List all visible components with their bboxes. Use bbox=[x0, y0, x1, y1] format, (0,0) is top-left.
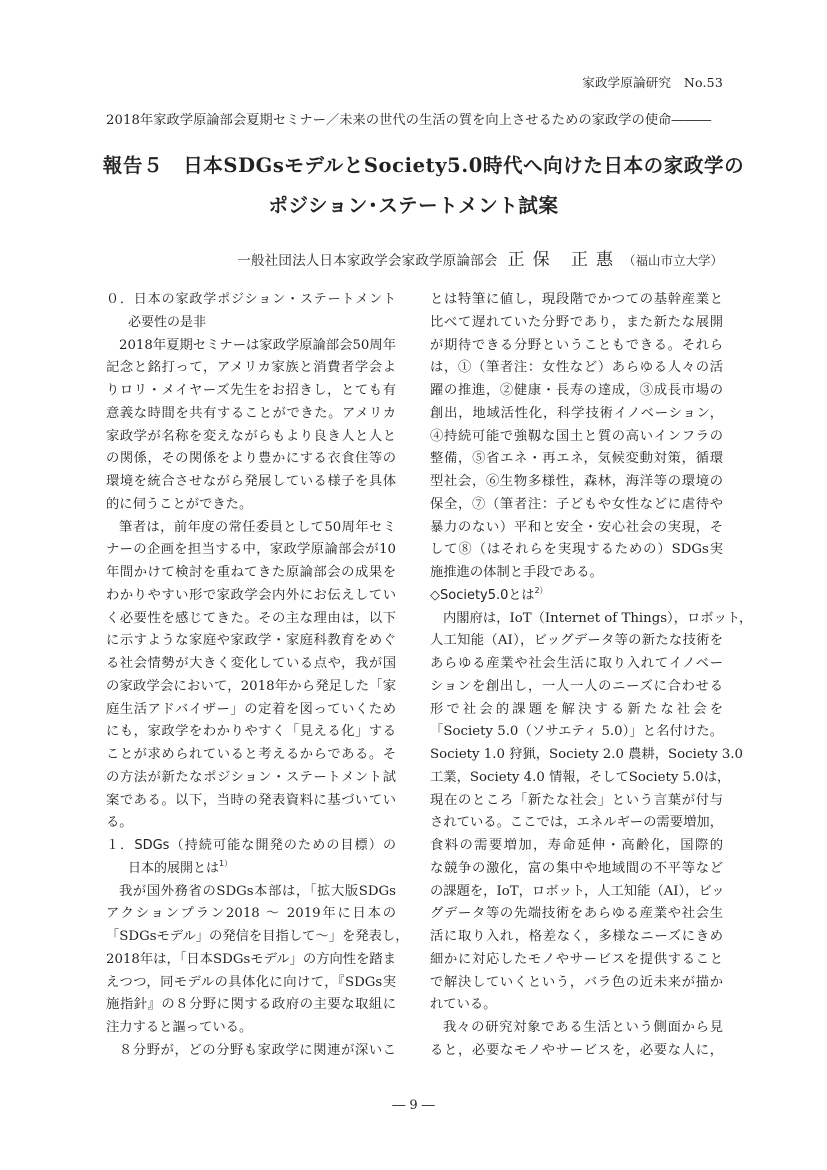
text-line: 暴力のない）平和と安全・安心社会の実現，そ bbox=[430, 519, 723, 535]
text-line: にも，家政学をわかりやすく「見える化」する bbox=[106, 724, 396, 740]
text-line: の家政学会において，2018年から発足した「家 bbox=[106, 678, 396, 694]
report-title-line-2: ポジション･ステートメント試案 bbox=[268, 194, 559, 217]
section-0-heading: ０．日本の家政学ポジション・ステートメント bbox=[106, 292, 396, 307]
footnote-ref-2: 2） bbox=[534, 585, 548, 595]
paragraph-1 bbox=[106, 335, 396, 517]
author-affiliation: （福山市立大学） bbox=[622, 253, 723, 268]
text-line: 形で社会的課題を解決する新たな社会を bbox=[430, 701, 723, 717]
text-line: 保全，⑦（筆者注：子どもや女性などに虐待や bbox=[430, 496, 723, 512]
text-line: 注力すると謳っている。 bbox=[106, 1020, 253, 1035]
text-line: 人工知能（AI），ビッグデータ等の新たな技術を bbox=[430, 633, 723, 649]
paragraph-4-continued bbox=[430, 289, 723, 585]
text-line: で解決していくという，バラ色の近未来が描か bbox=[430, 974, 723, 990]
paragraph-3 bbox=[106, 881, 409, 1040]
text-line: 案である。以下，当時の発表資料に基づいてい bbox=[106, 792, 396, 808]
text-line: 我々の研究対象である生活という側面から見 bbox=[443, 1020, 723, 1035]
text-line: 整備，⑤省エネ・再エネ，気候変動対策，循環 bbox=[430, 451, 723, 467]
text-line: る社会情勢が大きく変化している点や，我が国 bbox=[106, 656, 396, 671]
text-line: 家政学が名称を変えながらもより良き人と人と bbox=[106, 428, 396, 444]
author-line bbox=[237, 245, 723, 270]
text-line: の課題を，IoT，ロボット，人工知能（AI），ビッ bbox=[430, 883, 725, 899]
text-line: ８分野が，どの分野も家政学に関連が深いこ bbox=[119, 1042, 396, 1058]
text-line: Society 1.0 狩猟，Society 2.0 農耕，Society 3.0 bbox=[430, 747, 743, 762]
text-line: ことが求められていると考えるからである。そ bbox=[106, 747, 396, 762]
text-line: 「SDGsモデル」の発信を目指して～」を発表し， bbox=[106, 929, 409, 944]
section-1-heading: １．SDGs（持続可能な開発のための目標）の bbox=[106, 838, 396, 853]
text-line: ると，必要なモノやサービスを，必要な人に， bbox=[430, 1042, 723, 1058]
text-line: 施推進の体制と手段である。 bbox=[430, 565, 603, 580]
section-1-heading-text: 日本的展開とは bbox=[128, 860, 220, 876]
text-line: アクションプラン2018 ～ 2019年に日本の bbox=[106, 906, 396, 922]
text-line: 型社会，⑥生物多様性，森林，海洋等の環境の bbox=[430, 474, 723, 489]
text-line: 意義な時間を共有することができた。アメリカ bbox=[106, 405, 396, 421]
text-line: 比べて遅れていた分野であり，また新たな展開 bbox=[430, 314, 723, 330]
paragraph-2 bbox=[106, 517, 396, 836]
text-line: ナーの企画を担当する中，家政学原論部会が10 bbox=[106, 542, 396, 558]
text-line: 創出，地域活性化，科学技術イノベーション， bbox=[430, 405, 723, 421]
paragraph-6 bbox=[430, 1017, 723, 1063]
text-line: 内閣府は，IoT（Internet of Things），ロボット， bbox=[443, 610, 753, 626]
text-line: えつつ，同モデルの具体化に向けて，『SDGs実 bbox=[106, 974, 396, 990]
section-1-heading-cont bbox=[106, 858, 396, 881]
text-line: 的に伺うことができた。 bbox=[106, 496, 253, 512]
text-line: 現在のところ「新たな社会」という言葉が付与 bbox=[430, 792, 723, 808]
author-organization: 一般社団法人日本家政学会家政学原論部会 bbox=[237, 253, 498, 269]
text-line: して⑧（はそれらを実現するための）SDGs実 bbox=[430, 542, 723, 558]
text-line: 活に取り入れ，格差なく，多様なニーズにきめ bbox=[430, 929, 723, 944]
text-line: ④持続可能で強靱な国土と質の高いインフラの bbox=[430, 428, 723, 444]
text-line: 細かに対応したモノやサービスを提供すること bbox=[430, 951, 723, 967]
text-line: とは特筆に値し，現段階でかつての基幹産業と bbox=[430, 292, 723, 307]
text-line: 記念と銘打って，アメリカ家族と消費者学会よ bbox=[106, 360, 396, 376]
footnote-ref-1: 1） bbox=[219, 858, 233, 868]
society5-heading bbox=[430, 585, 723, 608]
right-column bbox=[430, 289, 753, 1063]
text-line: 環境を統合させながら発展している様子を具体 bbox=[106, 474, 396, 489]
text-line: わかりやすい形で家政学会内外にお伝えしてい bbox=[106, 587, 396, 603]
section-0-heading-cont: 必要性の是非 bbox=[128, 314, 207, 330]
text-line: 庭生活アドバイザー」の定着を図っていくため bbox=[106, 701, 396, 717]
text-line: 筆者は，前年度の常任委員として50周年セミ bbox=[119, 519, 396, 535]
seminar-series-header: 2018年家政学原論部会夏期セミナー／未来の世代の生活の質を向上させるための家政学の使命――― bbox=[106, 113, 712, 128]
text-line: く必要性を感じてきた。その主な理由は，以下 bbox=[106, 610, 396, 626]
text-line: る。 bbox=[106, 815, 133, 831]
text-line: あらゆる産業や社会生活に取り入れてイノベー bbox=[430, 656, 723, 671]
text-line: な競争の激化，富の集中や地域間の不平等など bbox=[430, 860, 723, 876]
text-line: 躍の推進，②健康・長寿の達成，③成長市場の bbox=[430, 383, 723, 398]
text-line: は，①（筆者注：女性など）あらゆる人々の活 bbox=[430, 360, 723, 376]
left-column bbox=[106, 289, 409, 1063]
report-title-line-1: 報告５ 日本SDGsモデルとSociety5.0時代へ向けた日本の家政学の bbox=[102, 154, 745, 177]
text-line: 食料の需要増加，寿命延伸・高齢化，国際的 bbox=[430, 838, 723, 853]
paragraph-5 bbox=[430, 608, 753, 1018]
text-line: の方法が新たなポジション・ステートメント試 bbox=[106, 769, 396, 785]
society5-heading-text: ◇Society5.0とは bbox=[430, 587, 535, 603]
text-line: ションを創出し，一人一人のニーズに合わせる bbox=[430, 678, 723, 694]
text-line: 工業，Society 4.0 情報，そしてSociety 5.0は， bbox=[430, 769, 731, 785]
text-line: が期待できる分野ということもできる。それら bbox=[430, 337, 723, 353]
text-line: れている。 bbox=[430, 997, 497, 1013]
text-line: りロリ・メイヤーズ先生をお招きし，とても有 bbox=[106, 383, 396, 398]
text-line: 施指針』の８分野に関する政府の主要な取組に bbox=[106, 997, 396, 1013]
text-line: グデータ等の先端技術をあらゆる産業や社会生 bbox=[430, 906, 723, 922]
text-line: に示すような家庭や家政学・家庭科教育をめぐ bbox=[106, 633, 396, 649]
text-line: 「Society 5.0（ソサエティ 5.0）」と名付けた。 bbox=[430, 724, 723, 740]
author-name: 正保 正惠 bbox=[507, 250, 621, 270]
text-line: 年間かけて検討を重ねてきた原論部会の成果を bbox=[106, 565, 396, 580]
text-line: の関係，その関係をより豊かにする衣食住等の bbox=[106, 451, 396, 467]
text-line: されている。ここでは，エネルギーの需要増加， bbox=[430, 815, 723, 831]
page-number: ― 9 ― bbox=[392, 1098, 435, 1113]
paragraph-4 bbox=[106, 1040, 396, 1063]
text-line: 我が国外務省のSDGs本部は，「拡大版SDGs bbox=[119, 883, 396, 899]
text-line: 2018年は，「日本SDGsモデル」の方向性を踏ま bbox=[106, 951, 396, 967]
text-line: 2018年夏期セミナーは家政学原論部会50周年 bbox=[119, 337, 396, 353]
journal-running-header: 家政学原論研究 No.53 bbox=[582, 75, 723, 90]
